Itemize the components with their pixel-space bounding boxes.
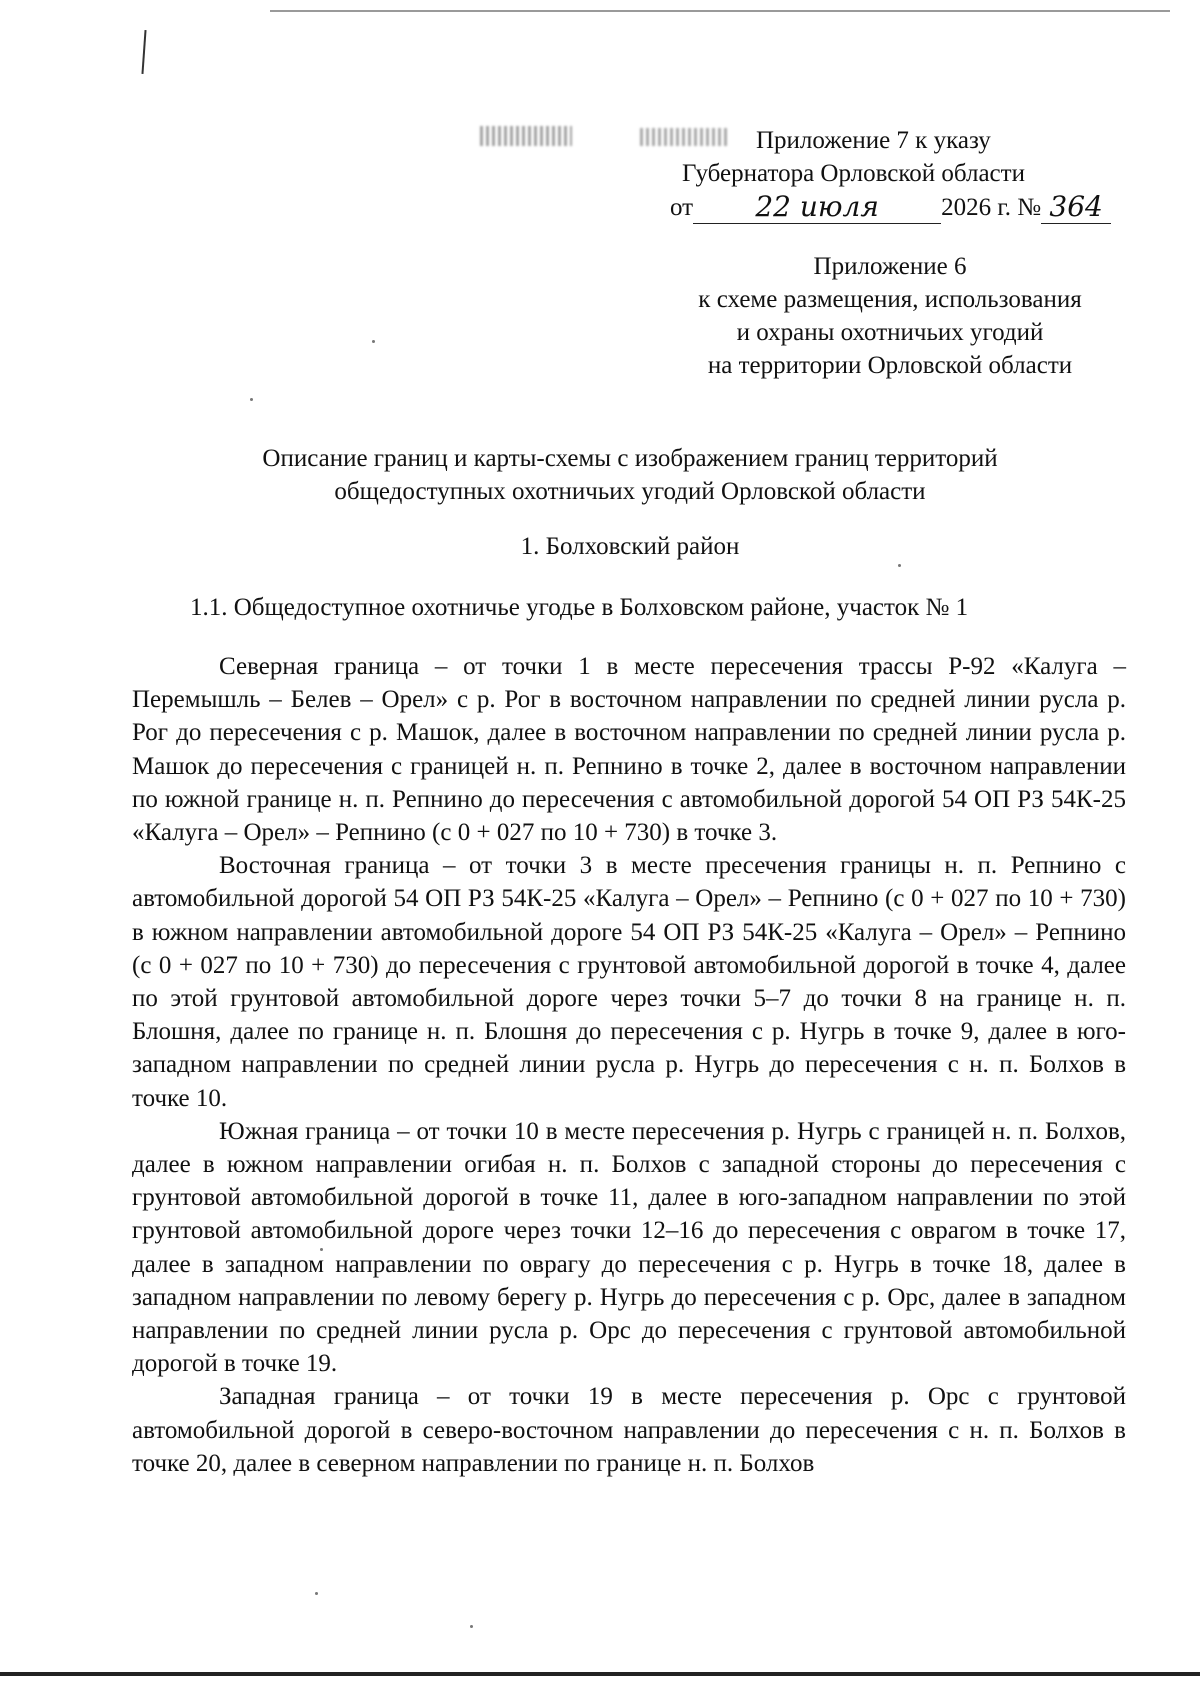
scan-edge-bottom [0, 1672, 1200, 1676]
appendix7-date-line [670, 190, 1130, 224]
appendix7-header [670, 124, 1130, 224]
registration-stamp-mark [480, 126, 572, 146]
scan-speck [315, 1592, 318, 1595]
appendix6-line1: Приложение 6 [813, 253, 967, 280]
paragraph-east-boundary: Восточная граница – от точки 3 в месте пресечения границы н. п. Репнино с автомобильной дорогой 54 ОП РЗ 54К-25 «Калуга – Орел» – Репнино (с 0 + 027 по 10 + 730) в южном направлении автомобильной дороге 54 ОП РЗ 54К-25 «Калуга – Орел» – Репнино (с 0 + 027 по 10 + 730) до пересечения с грунтовой автомобильной дорогой в точке 4, далее по этой грунтовой автомобильной дороге через точки 5–7 до точки 8 на границе н. п. Блошня, далее по границе н. п. Блошня до пересечения с р. Нугрь в точке 9, далее в юго-западном направлении по средней линии русла р. Нугрь до пересечения с н. п. Болхов в точке 10. [132, 852, 1126, 1112]
section-heading: 1. Болховский район [520, 533, 740, 560]
appendix7-line2: Губернатора Орловской области [682, 160, 1025, 187]
scan-speck [470, 1625, 473, 1628]
paragraph-north-boundary: Северная граница – от точки 1 в месте пересечения трассы Р-92 «Калуга – Перемышль – Белев – Орел» с р. Рог в восточном направлении по средней линии русла р. Рог до пересечения с р. Машок, далее в восточном направлении по средней линии русла р. Машок до пересечения с границей н. п. Репнино в точке 2, далее в восточном направлении по южной границе н. п. Репнино до пересечения с автомобильной дорогой 54 ОП РЗ 54К-25 «Калуга – Орел» – Репнино (с 0 + 027 по 10 + 730) в точке 3. [132, 653, 1126, 847]
body-text [132, 650, 1126, 1480]
signed-date: 22 июля [693, 190, 941, 224]
year-number-label: 2026 г. № [941, 194, 1042, 221]
date-prefix: от [670, 194, 694, 221]
scan-speck [372, 340, 375, 343]
appendix6-line2: к схеме размещения, использования [698, 286, 1082, 313]
title-line1: Описание границ и карты-схемы с изображением границ территорий [262, 445, 998, 472]
margin-mark [141, 30, 146, 74]
paragraph-south-boundary: Южная граница – от точки 10 в месте пересечения р. Нугрь с границей н. п. Болхов, далее в южном направлении огибая н. п. Болхов с западной стороны до пересечения с грунтовой автомобильной дорогой в точке 11, далее в юго-западном направлении по этой грунтовой автомобильной дороге через точки 12–16 до пересечения с оврагом в точке 17, далее в западном направлении по оврагу до пересечения с р. Нугрь в точке 18, далее в западном направлении по левому берегу р. Нугрь до пересечения с р. Орс, далее в западном направлении по средней линии русла р. Орс до пересечения с грунтовой автомобильной дорогой в точке 19. [132, 1117, 1126, 1378]
decree-number: 364 [1041, 190, 1111, 224]
paragraph-west-boundary: Западная граница – от точки 19 в месте пересечения р. Орс с грунтовой автомобильной дорогой в северо-восточном направлении до пересечения с н. п. Болхов в точке 20, далее в северном направлении по границе н. п. Болхов [132, 1383, 1126, 1477]
appendix6-header [660, 250, 1120, 382]
scan-speck [898, 564, 901, 567]
appendix6-line4: на территории Орловской области [707, 352, 1073, 379]
appendix7-line1: Приложение 7 к указу [756, 127, 991, 154]
appendix6-line3: и охраны охотничьих угодий [736, 319, 1044, 346]
title-line2: общедоступных охотничьих угодий Орловской области [334, 478, 926, 505]
document-title [160, 442, 1100, 508]
scan-speck [250, 398, 253, 401]
scan-edge-top [270, 10, 1170, 12]
subsection-heading: 1.1. Общедоступное охотничье угодье в Болховском районе, участок № 1 [190, 594, 969, 621]
